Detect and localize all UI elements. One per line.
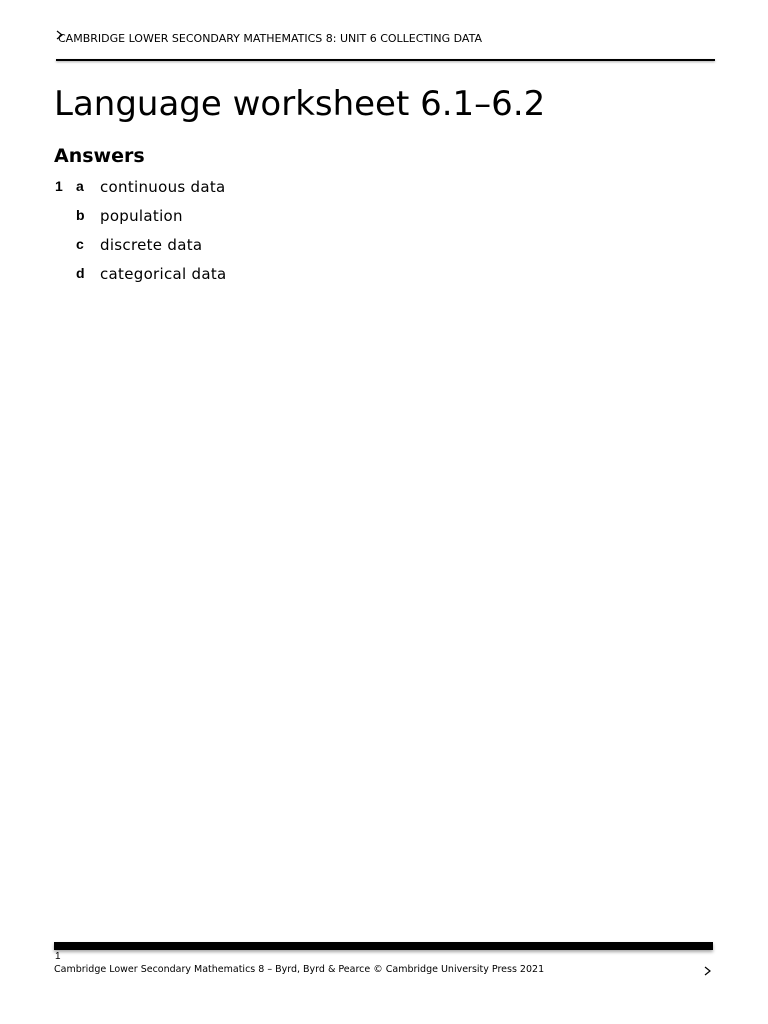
answer-text: continuous data: [100, 178, 226, 196]
answer-item: [54, 236, 454, 256]
answer-item: [54, 178, 454, 198]
answer-item: [54, 207, 454, 227]
answer-letter: b: [76, 207, 85, 223]
header-divider: [56, 59, 715, 61]
answer-text: categorical data: [100, 265, 227, 283]
answer-text: population: [100, 207, 183, 225]
running-header: CAMBRIDGE LOWER SECONDARY MATHEMATICS 8: UNIT 6 COLLECTING DATA: [58, 32, 482, 45]
footer-copyright: Cambridge Lower Secondary Mathematics 8 – Byrd, Byrd & Pearce © Cambridge University Press 2021: [54, 964, 545, 975]
footer-divider: [54, 942, 713, 950]
chevron-right-icon: [703, 965, 713, 977]
answer-item: [54, 265, 454, 285]
answer-letter: c: [76, 236, 84, 252]
page-number: 1: [55, 951, 61, 962]
page-title: Language worksheet 6.1–6.2: [54, 84, 546, 124]
answer-letter: a: [76, 178, 84, 194]
question-number: 1: [55, 178, 63, 194]
section-heading: Answers: [54, 145, 145, 167]
answer-letter: d: [76, 265, 85, 281]
answer-text: discrete data: [100, 236, 203, 254]
